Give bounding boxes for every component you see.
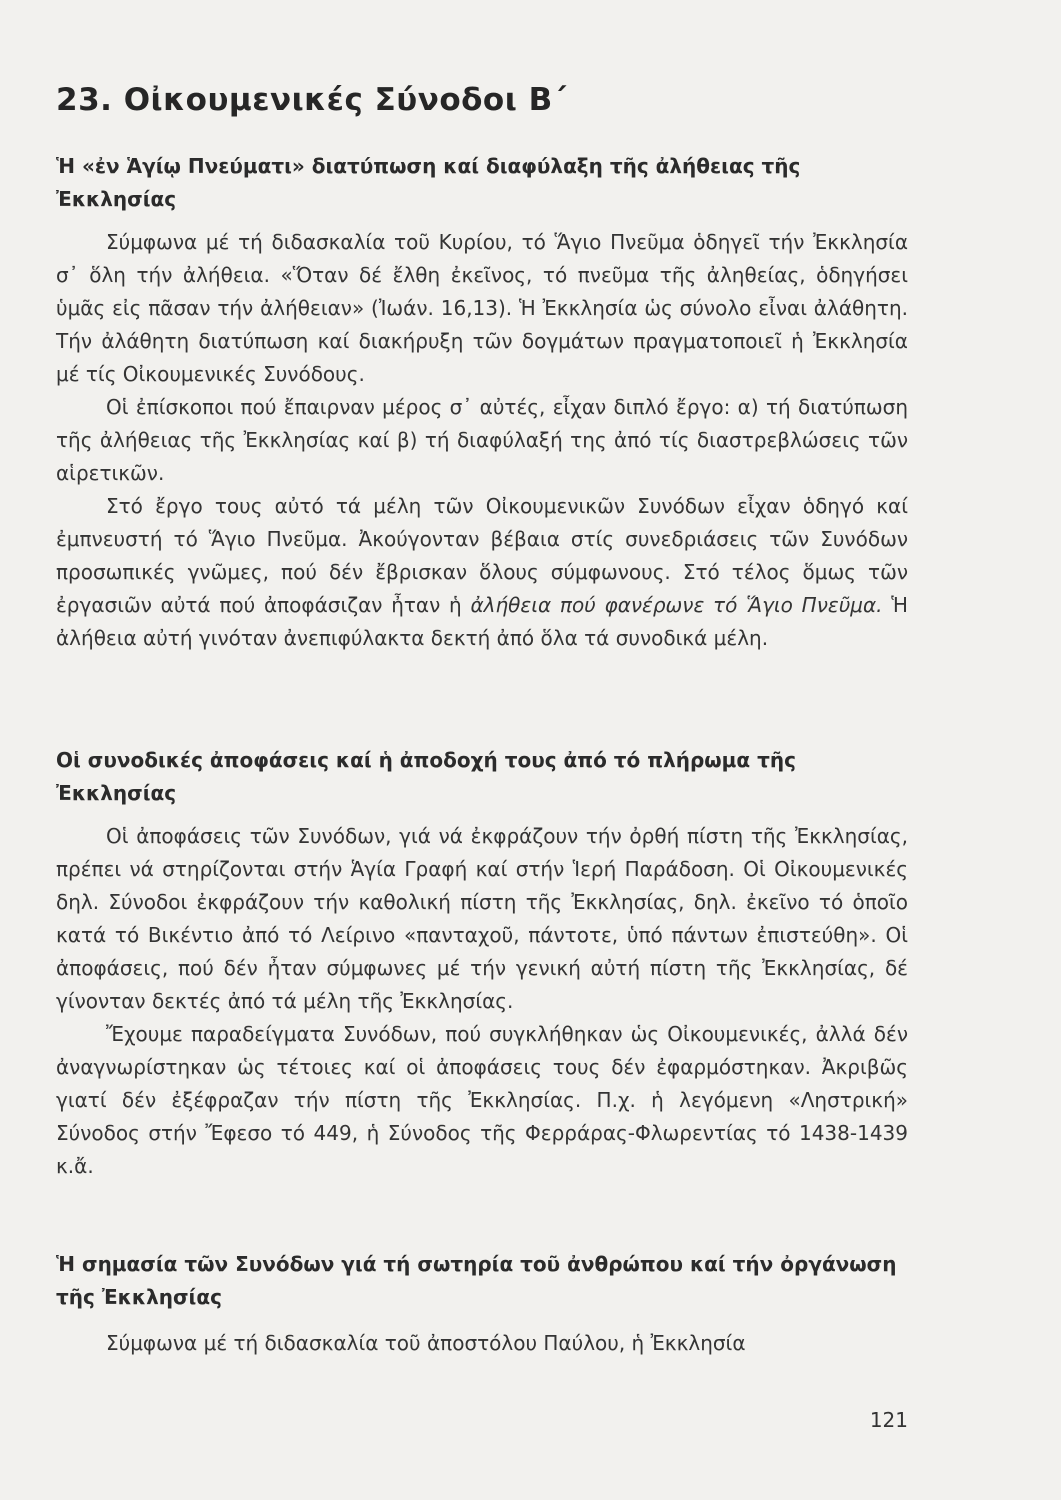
italic-emphasis: ἀλήθεια πού φανέρωνε τό Ἅγιο Πνεῦμα. bbox=[470, 593, 883, 617]
section-heading-3: Ἡ σημασία τῶν Συνόδων γιά τή σωτηρία τοῦ ἀνθρώπου καί τήν ὀργάνωση τῆς Ἐκκλησίας bbox=[56, 1252, 897, 1309]
paragraph: Οἱ ἀποφάσεις τῶν Συνόδων, γιά νά ἐκφράζουν τήν ὀρθή πίστη τῆς Ἐκκλησίας, πρέπει νά στηρίζονται στήν Ἁγία Γραφή καί στήν Ἱερή Παράδοση. Οἱ Οἰκουμενικές δηλ. Σύνοδοι ἐκφράζουν τήν καθολική πίστη τῆς Ἐκκλησίας, δηλ. ἐκεῖνο τό ὁποῖο κατά τό Βικέντιο ἀπό τό Λείρινο «πανταχοῦ, πάντοτε, ὑπό πάντων ἐπιστεύθη». Οἱ ἀποφάσεις, πού δέν ἦταν σύμφωνες μέ τήν γενική αὐτή πίστη τῆς Ἐκκλησίας, δέ γίνονταν δεκτές ἀπό τά μέλη τῆς Ἐκκλησίας. bbox=[56, 824, 908, 1013]
page-number: 121 bbox=[869, 1408, 908, 1432]
paragraph: Οἱ ἐπίσκοποι πού ἔπαιρναν μέρος σ᾿ αὐτές, εἶχαν διπλό ἔργο: α) τή διατύπωση τῆς ἀλήθειας τῆς Ἐκκλησίας καί β) τή διαφύλαξή της ἀπό τίς διαστρεβλώσεις τῶν αἱρετικῶν. bbox=[56, 395, 908, 485]
paragraph-text: Ἡ ἀλήθεια αὐτή γινόταν ἀνεπιφύλακτα δεκτή ἀπό ὅλα τά συνοδικά μέλη. bbox=[56, 593, 908, 650]
section-heading-2: Οἱ συνοδικές ἀποφάσεις καί ἡ ἀποδοχή τους ἀπό τό πλήρωμα τῆς Ἐκκλησίας bbox=[56, 748, 796, 805]
section-body-3 bbox=[56, 1327, 908, 1360]
paragraph-text: Στό ἔργο τους αὐτό τά μέλη τῶν Οἰκουμενικῶν Συνόδων εἶχαν ὁδηγό καί ἐμπνευστή τό Ἅγιο Πνεῦμα. Ἀκούγονταν βέβαια στίς συνεδριάσεις τῶν Συνόδων προσωπικές γνῶμες, πού δέν ἔβρισκαν ὅλους σύμφωνους. Στό τέλος ὅμως τῶν ἐργασιῶν αὐτά πού ἀποφάσιζαν ἦταν ἡ bbox=[56, 494, 908, 617]
paragraph bbox=[56, 490, 908, 655]
paragraph: Ἔχουμε παραδείγματα Συνόδων, πού συγκλήθηκαν ὡς Οἰκουμενικές, ἀλλά δέν ἀναγνωρίστηκαν ὡς τέτοιες καί οἱ ἀποφάσεις τους δέν ἐφαρμόστηκαν. Ἀκριβῶς γιατί δέν ἐξέφραζαν τήν πίστη τῆς Ἐκκλησίας. Π.χ. ἡ λεγόμενη «Ληστρική» Σύνοδος στήν Ἔφεσο τό 449, ἡ Σύνοδος τῆς Φερράρας-Φλωρεντίας τό 1438-1439 κ.ἄ. bbox=[56, 1022, 908, 1178]
paragraph: Σύμφωνα μέ τή διδασκαλία τοῦ ἀποστόλου Παύλου, ἡ Ἐκκλησία bbox=[106, 1331, 746, 1355]
paragraph: Σύμφωνα μέ τή διδασκαλία τοῦ Κυρίου, τό Ἅγιο Πνεῦμα ὁδηγεῖ τήν Ἐκκλησία σ᾿ ὅλη τήν ἀλήθεια. «Ὅταν δέ ἔλθη ἐκεῖνος, τό πνεῦμα τῆς ἀληθείας, ὁδηγήσει ὑμᾶς εἰς πᾶσαν τήν ἀλήθειαν» (Ἰωάν. 16,13). Ἡ Ἐκκλησία ὡς σύνολο εἶναι ἀλάθητη. Τήν ἀλάθητη διατύπωση καί διακήρυξη τῶν δογμάτων πραγματοποιεῖ ἡ Ἐκκλησία μέ τίς Οἰκουμενικές Συνόδους. bbox=[56, 230, 908, 386]
section-heading-1: Ἡ «ἐν Ἁγίῳ Πνεύματι» διατύπωση καί διαφύλαξη τῆς ἀλήθειας τῆς Ἐκκλησίας bbox=[56, 154, 801, 211]
section-body-2 bbox=[56, 820, 908, 1183]
chapter-title: 23. Οἰκουμενικές Σύνοδοι Β΄ bbox=[56, 82, 567, 118]
section-body-1 bbox=[56, 226, 908, 655]
